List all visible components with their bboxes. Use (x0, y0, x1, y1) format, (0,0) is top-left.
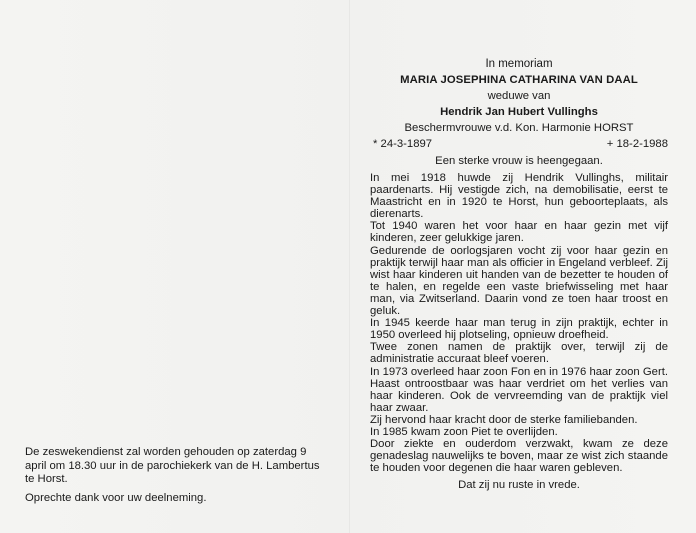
biography-paragraph: In 1973 overleed haar zoon Fon en in 1976 haar zoon Gert. Haast ontroostbaar was haar verdriet om het verlies van haar kinderen. Ook de vervreemding van de praktijk viel haar zwaar. (370, 365, 668, 414)
in-memoriam-heading: In memoriam (485, 58, 553, 70)
thanks-text: Oprechte dank voor uw deelneming. (25, 491, 207, 504)
biography-paragraph: In 1985 kwam zoon Piet te overlijden. (370, 425, 558, 438)
death-date: + 18-2-1988 (606, 138, 668, 150)
biography-paragraph: In 1945 keerde haar man terug in zijn praktijk, echter in 1950 overleed hij plotseling, opnieuw droefheid. (370, 317, 668, 342)
biography-paragraph: Zij hervond haar kracht door de sterke familiebanden. (370, 413, 638, 426)
deceased-name: MARIA JOSEPHINA CATHARINA VAN DAAL (400, 74, 638, 86)
husband-name: Hendrik Jan Hubert Vullinghs (440, 106, 598, 118)
left-panel (25, 446, 325, 505)
biography-paragraph: In mei 1918 huwde zij Hendrik Vullinghs, militair paardenarts. Hij vestigde zich, na demobilisatie, eerst te Maastricht en in 1920 te Horst, hun geboorteplaats, als dierenarts. (370, 172, 668, 221)
service-announcement: De zeswekendienst zal worden gehouden op zaterdag 9 april om 18.30 uur in de parochiekerk van de H. Lambertus te Horst. (25, 446, 320, 486)
biography (370, 172, 668, 474)
closing-line: Dat zij nu ruste in vrede. (458, 479, 580, 492)
role-title: Beschermvrouwe v.d. Kon. Harmonie HORST (404, 122, 634, 134)
birth-date: * 24-3-1897 (373, 138, 433, 150)
motto-text: Een sterke vrouw is heengegaan. (435, 155, 603, 167)
widow-of-text: weduwe van (487, 90, 551, 102)
biography-paragraph: Twee zonen namen de praktijk over, terwijl zij de administratie accuraat bleef voeren. (370, 341, 668, 366)
biography-paragraph: Gedurende de oorlogsjaren vocht zij voor haar gezin en praktijk terwijl haar man als officier in Engeland verbleef. Zij wist haar kinderen uit handen van de bezetter te houden of te halen, en regelde een vaste briefwisseling met haar man, via Zwitserland. Daarin vond ze toen haar troost en geluk. (370, 244, 668, 318)
biography-paragraph: Tot 1940 waren het voor haar en haar gezin met vijf kinderen, zeer gelukkige jaren. (370, 220, 668, 245)
biography-paragraph: Door ziekte en ouderdom verzwakt, kwam ze deze genadeslag nauwelijks te boven, maar ze wist zich staande te houden voor degenen die haar waren gebleven. (370, 438, 668, 475)
right-panel (370, 56, 668, 492)
card-fold (349, 0, 350, 533)
life-dates (370, 136, 668, 152)
